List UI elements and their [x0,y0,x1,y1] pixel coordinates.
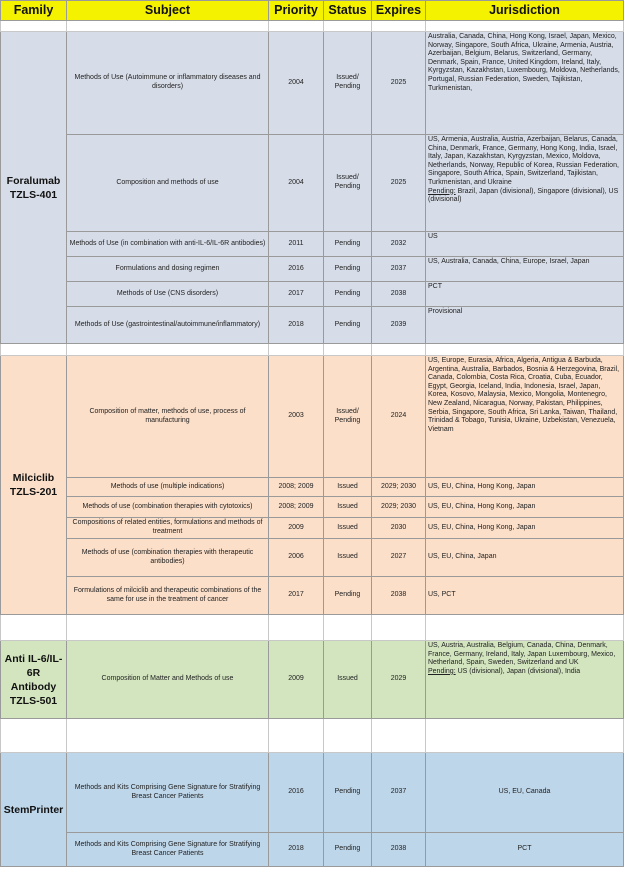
status-cell: Issued/ Pending [324,135,372,232]
jurisdiction-cell: US, EU, China, Japan [426,539,624,577]
priority-cell: 2008; 2009 [269,478,324,497]
table-row [1,32,624,135]
expires-cell: 2027 [372,539,426,577]
expires-cell: 2038 [372,282,426,307]
status-cell: Pending [324,232,372,257]
status-cell: Issued [324,497,372,518]
table-row [1,257,624,282]
table-row [1,356,624,478]
jurisdiction-cell: PCT [426,282,624,307]
header-expires: Expires [372,1,426,21]
priority-cell: 2009 [269,518,324,539]
subject-cell: Methods of use (combination therapies with therapeutic antibodies) [67,539,269,577]
spacer-row [1,615,624,641]
table-row [1,497,624,518]
jurisdiction-cell: US, Australia, Canada, China, Europe, Israel, Japan [426,257,624,282]
expires-cell: 2037 [372,753,426,833]
subject-cell: Formulations and dosing regimen [67,257,269,282]
expires-cell: 2029; 2030 [372,497,426,518]
jurisdiction-cell: US, Europe, Eurasia, Africa, Algeria, Antigua & Barbuda, Argentina, Australia, Barbados, Bosnia & Herzegovina, Brazil, Canada, Colombia, Costa Rica, Croatia, Cuba, Ecuador, Egypt, Georgia, Iceland, India, Indonesia, Israel, Japan, Korea, Kosovo, Malaysia, Mexico, Mongolia, Montenegro, New Zealand, Nicaragua, Norway, Pakistan, Philippines, Serbia, Singapore, South Africa, Sri Lanka, Taiwan, Thailand, Trinidad & Tobago, Tunisia, Ukraine, Uzbekistan, Venezuela, Vietnam [426,356,624,478]
status-cell: Pending [324,282,372,307]
jurisdiction-cell: US, PCT [426,577,624,615]
subject-cell: Composition and methods of use [67,135,269,232]
spacer-row [1,719,624,753]
expires-cell: 2029 [372,641,426,719]
table-row [1,478,624,497]
jurisdiction-cell [426,641,624,719]
subject-cell: Methods of Use (CNS disorders) [67,282,269,307]
header-subject: Subject [67,1,269,21]
header-jurisdiction: Jurisdiction [426,1,624,21]
family-code: TZLS-401 [9,188,58,201]
table-row [1,577,624,615]
spacer-row [1,344,624,356]
family-code: TZLS-501 [9,694,58,707]
subject-cell: Composition of matter, methods of use, process of manufacturing [67,356,269,478]
subject-cell: Methods of use (combination therapies with cytotoxics) [67,497,269,518]
status-cell: Issued/ Pending [324,32,372,135]
jurisdiction-cell: US, EU, Canada [426,753,624,833]
expires-cell: 2038 [372,833,426,867]
priority-cell: 2006 [269,539,324,577]
jurisdiction-cell: US, EU, China, Hong Kong, Japan [426,497,624,518]
family-cell-milciclib [1,356,67,615]
table-row [1,282,624,307]
priority-cell: 2016 [269,257,324,282]
expires-cell: 2025 [372,32,426,135]
priority-cell: 2008; 2009 [269,497,324,518]
table-row [1,753,624,833]
priority-cell: 2018 [269,833,324,867]
priority-cell: 2009 [269,641,324,719]
table-row [1,641,624,719]
jurisdiction-pending: Brazil, Japan (divisional), Singapore (divisional), US (divisional) [428,187,619,204]
jurisdiction-cell: Provisional [426,307,624,344]
expires-cell: 2038 [372,577,426,615]
priority-cell: 2004 [269,135,324,232]
expires-cell: 2039 [372,307,426,344]
jurisdiction-cell [426,135,624,232]
expires-cell: 2025 [372,135,426,232]
table-row [1,307,624,344]
subject-cell: Methods and Kits Comprising Gene Signature for Stratifying Breast Cancer Patients [67,833,269,867]
header-row [1,1,624,21]
header-family: Family [1,1,67,21]
jurisdiction-cell: US, EU, China, Hong Kong, Japan [426,518,624,539]
table-row [1,833,624,867]
pending-label: Pending: [428,667,456,675]
status-cell: Issued [324,518,372,539]
jurisdiction-pending: US (divisional), Japan (divisional), India [455,667,581,675]
expires-cell: 2037 [372,257,426,282]
subject-cell: Compositions of related entities, formulations and methods of treatment [67,518,269,539]
jurisdiction-issued: US, Armenia, Australia, Austria, Azerbaijan, Belarus, Canada, China, Denmark, France, Germany, Hong Kong, India, Israel, Italy, Japan, Kazakhstan, Kyrgyzstan, Mexico, Moldova, Netherlands, Norway, Republic of Korea, Russian Federation, Singapore, South Africa, Spain, Switzerland, Tajikistan, Turkmenistan, and Ukraine [428,136,619,186]
family-name: Foralumab [6,174,61,187]
expires-cell: 2024 [372,356,426,478]
subject-cell: Methods and Kits Comprising Gene Signature for Stratifying Breast Cancer Patients [67,753,269,833]
table-row [1,135,624,232]
status-cell: Issued/ Pending [324,356,372,478]
family-name-cont: 6R Antibody [10,666,57,693]
subject-cell: Methods of use (multiple indications) [67,478,269,497]
family-cell-anti-il6 [1,641,67,719]
jurisdiction-issued: US, Austria, Australia, Belgium, Canada, China, Denmark, France, Germany, Ireland, Italy, Japan Luxembourg, Mexico, Netherland, Spain, Sweden, Switzerland and UK [428,642,616,667]
header-status: Status [324,1,372,21]
jurisdiction-cell: PCT [426,833,624,867]
subject-cell: Methods of Use (Autoimmune or inflammatory diseases and disorders) [67,32,269,135]
family-cell-stemprinter [1,753,67,867]
subject-cell: Composition of Matter and Methods of use [67,641,269,719]
expires-cell: 2030 [372,518,426,539]
status-cell: Issued [324,539,372,577]
priority-cell: 2016 [269,753,324,833]
table-row [1,539,624,577]
family-code: TZLS-201 [9,486,58,498]
status-cell: Issued [324,641,372,719]
subject-cell: Formulations of milciclib and therapeutic combinations of the same for use in the treatment of cancer [67,577,269,615]
status-cell: Pending [324,307,372,344]
status-cell: Pending [324,833,372,867]
status-cell: Pending [324,753,372,833]
family-name: Anti IL-6/IL- [4,652,63,665]
priority-cell: 2017 [269,282,324,307]
status-cell: Issued [324,478,372,497]
priority-cell: 2011 [269,232,324,257]
family-cell-foralumab [1,32,67,344]
pending-label: Pending: [428,187,456,195]
family-name: Milciclib [12,472,55,484]
family-name: StemPrinter [3,803,64,816]
jurisdiction-cell: Australia, Canada, China, Hong Kong, Israel, Japan, Mexico, Norway, Singapore, South Africa, Ukraine, Armenia, Austria, Azerbaijan, Belgium, Belarus, Switzerland, Germany, Denmark, Spain, France, United Kingdom, Ireland, Italy, Kyrgyzstan, Kazakhstan, Luxembourg, Moldova, Netherlands, Portugal, Russian Federation, Sweden, Tajikistan, Turkmenistan, [426,32,624,135]
spacer-row [1,21,624,32]
jurisdiction-cell: US, EU, China, Hong Kong, Japan [426,478,624,497]
status-cell: Pending [324,257,372,282]
table-row [1,518,624,539]
priority-cell: 2004 [269,32,324,135]
priority-cell: 2018 [269,307,324,344]
expires-cell: 2029; 2030 [372,478,426,497]
jurisdiction-cell: US [426,232,624,257]
subject-cell: Methods of Use (in combination with anti-IL-6/IL-6R antibodies) [67,232,269,257]
priority-cell: 2017 [269,577,324,615]
expires-cell: 2032 [372,232,426,257]
header-priority: Priority [269,1,324,21]
status-cell: Pending [324,577,372,615]
subject-cell: Methods of Use (gastrointestinal/autoimmune/inflammatory) [67,307,269,344]
priority-cell: 2003 [269,356,324,478]
table-row [1,232,624,257]
